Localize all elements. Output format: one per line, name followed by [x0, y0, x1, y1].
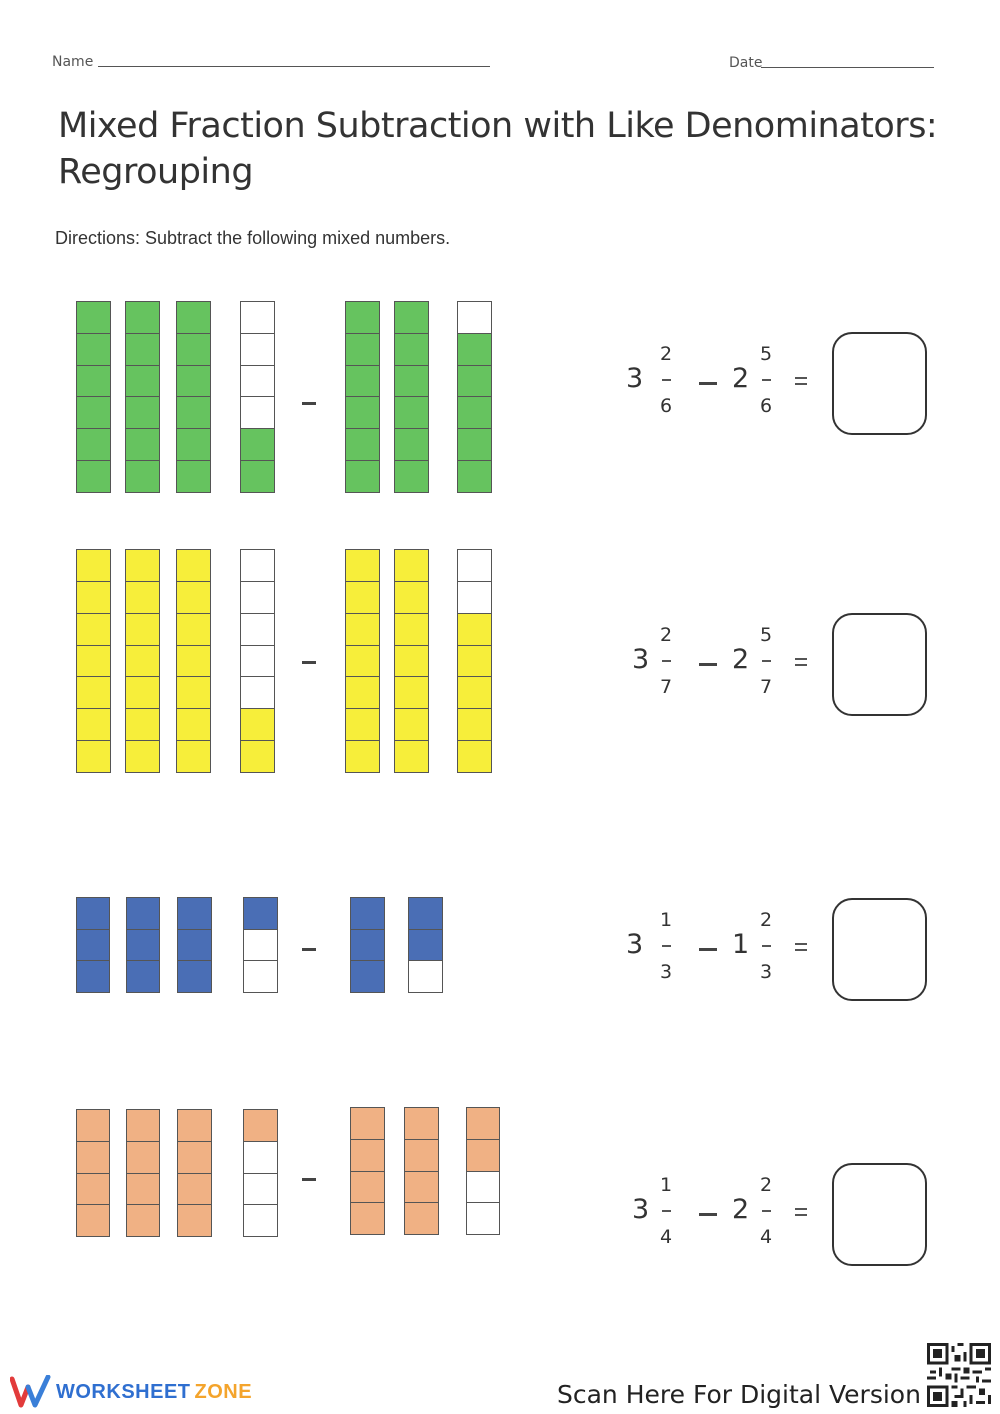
- subtrahend-numerator: 5: [759, 343, 773, 365]
- fraction-cell-shaded: [346, 614, 379, 646]
- fraction-cell: [241, 646, 274, 678]
- minus-operator: [699, 663, 717, 666]
- fraction-cell: [458, 302, 491, 334]
- fraction-cell-shaded: [126, 461, 159, 492]
- minus-operator: [699, 948, 717, 951]
- fraction-cell-shaded: [77, 429, 110, 461]
- fraction-cell: [458, 582, 491, 614]
- subtrahend-numerator: 2: [759, 1174, 773, 1196]
- qr-code-icon[interactable]: [927, 1343, 991, 1407]
- fraction-cell-shaded: [351, 961, 384, 992]
- fraction-cell-shaded: [458, 646, 491, 678]
- fraction-cell-shaded: [346, 677, 379, 709]
- minus-operator: [699, 1213, 717, 1216]
- minuend-whole: 3: [626, 929, 644, 960]
- fraction-cell-shaded: [177, 366, 210, 398]
- fraction-cell-shaded: [178, 1205, 211, 1236]
- fraction-cell-shaded: [178, 961, 211, 992]
- fraction-bar-full: [177, 897, 212, 993]
- fraction-cell-shaded: [178, 1174, 211, 1206]
- equation: [620, 911, 820, 981]
- fraction-cell-shaded: [351, 1203, 384, 1234]
- fraction-bar-full: [76, 1109, 110, 1237]
- minuend-numerator: 1: [659, 1174, 673, 1196]
- fraction-cell: [409, 961, 442, 992]
- fraction-cell-shaded: [77, 302, 110, 334]
- fraction-cell-shaded: [346, 302, 379, 334]
- fraction-cell-shaded: [178, 1110, 211, 1142]
- subtrahend-whole: 2: [732, 644, 750, 675]
- fraction-cell-shaded: [126, 709, 159, 741]
- fraction-cell: [241, 677, 274, 709]
- fraction-bar-full: [125, 301, 160, 493]
- fraction-bar-partial: [457, 301, 492, 493]
- fraction-cell-shaded: [467, 1108, 499, 1140]
- fraction-cell-shaded: [126, 741, 159, 772]
- fraction-cell-shaded: [405, 1203, 438, 1234]
- fraction-cell-shaded: [405, 1140, 438, 1172]
- fraction-cell-shaded: [77, 614, 110, 646]
- fraction-cell-shaded: [395, 461, 428, 492]
- fraction-cell: [241, 614, 274, 646]
- fraction-bar-full: [350, 897, 385, 993]
- fraction-bar-full: [126, 1109, 160, 1237]
- fraction-cell-shaded: [405, 1108, 438, 1140]
- fraction-cell-shaded: [458, 709, 491, 741]
- fraction-cell-shaded: [77, 709, 110, 741]
- fraction-bar-full: [345, 301, 380, 493]
- subtrahend-denominator: 6: [759, 395, 773, 417]
- minus-sign: [302, 948, 316, 951]
- fraction-cell-shaded: [177, 646, 210, 678]
- fraction-cell-shaded: [126, 677, 159, 709]
- directions-text: Directions: Subtract the following mixed numbers.: [55, 228, 451, 248]
- fraction-cell-shaded: [346, 582, 379, 614]
- minuend-whole: 3: [626, 363, 644, 394]
- answer-box[interactable]: [832, 613, 927, 716]
- fraction-cell-shaded: [126, 366, 159, 398]
- fraction-cell-shaded: [351, 1172, 384, 1204]
- fraction-cell-shaded: [127, 961, 159, 992]
- page-title: [58, 103, 958, 195]
- fraction-bar-full: [177, 1109, 212, 1237]
- fraction-cell: [244, 1205, 277, 1236]
- fraction-cell-shaded: [77, 930, 109, 962]
- fraction-cell-shaded: [77, 1142, 109, 1174]
- fraction-cell-shaded: [241, 429, 274, 461]
- fraction-cell-shaded: [126, 614, 159, 646]
- fraction-cell-shaded: [126, 334, 159, 366]
- subtrahend-numerator: 5: [759, 624, 773, 646]
- fraction-cell-shaded: [177, 582, 210, 614]
- fraction-bar-line: [762, 379, 771, 381]
- fraction-cell: [241, 550, 274, 582]
- fraction-bar-full: [394, 549, 429, 773]
- fraction-cell-shaded: [458, 334, 491, 366]
- minus-sign: [302, 661, 316, 664]
- fraction-bar-partial: [457, 549, 492, 773]
- fraction-cell-shaded: [351, 930, 384, 962]
- minuend-denominator: 6: [659, 395, 673, 417]
- fraction-cell-shaded: [458, 461, 491, 492]
- equals-sign: [795, 658, 807, 670]
- fraction-bar-partial: [408, 897, 443, 993]
- fraction-cell-shaded: [177, 614, 210, 646]
- fraction-cell-shaded: [244, 1110, 277, 1142]
- fraction-cell-shaded: [77, 677, 110, 709]
- subtrahend-denominator: 7: [759, 676, 773, 698]
- fraction-bar-full: [125, 549, 160, 773]
- title-line-1: Mixed Fraction Subtraction with Like Denominators:: [58, 106, 938, 146]
- minuend-whole: 3: [632, 1194, 650, 1225]
- fraction-cell-shaded: [177, 397, 210, 429]
- subtrahend-whole: 2: [732, 363, 750, 394]
- fraction-cell-shaded: [77, 582, 110, 614]
- fraction-cell-shaded: [127, 1110, 159, 1142]
- fraction-cell-shaded: [351, 1108, 384, 1140]
- fraction-cell-shaded: [458, 741, 491, 772]
- fraction-cell-shaded: [77, 1174, 109, 1206]
- fraction-bar-full: [76, 301, 111, 493]
- equals-sign: [795, 377, 807, 389]
- fraction-cell-shaded: [395, 677, 428, 709]
- fraction-cell-shaded: [395, 550, 428, 582]
- answer-box[interactable]: [832, 898, 927, 1001]
- fraction-cell-shaded: [346, 334, 379, 366]
- fraction-cell-shaded: [244, 898, 277, 930]
- fraction-cell: [241, 582, 274, 614]
- minus-operator: [699, 382, 717, 385]
- scan-text: Scan Here For Digital Version: [557, 1380, 921, 1409]
- fraction-cell-shaded: [346, 397, 379, 429]
- fraction-cell-shaded: [77, 461, 110, 492]
- fraction-cell-shaded: [409, 898, 442, 930]
- fraction-cell-shaded: [127, 930, 159, 962]
- fraction-bar-line: [762, 945, 771, 947]
- fraction-cell-shaded: [241, 741, 274, 772]
- fraction-bar-full: [76, 897, 110, 993]
- fraction-cell-shaded: [126, 550, 159, 582]
- fraction-cell: [458, 550, 491, 582]
- fraction-cell-shaded: [126, 582, 159, 614]
- fraction-cell-shaded: [395, 646, 428, 678]
- fraction-bar-partial: [243, 1109, 278, 1237]
- subtrahend-denominator: 3: [759, 961, 773, 983]
- fraction-cell-shaded: [177, 741, 210, 772]
- subtrahend-denominator: 4: [759, 1226, 773, 1248]
- fraction-cell-shaded: [241, 709, 274, 741]
- fraction-cell-shaded: [177, 709, 210, 741]
- fraction-cell-shaded: [127, 1205, 159, 1236]
- fraction-bar-full: [126, 897, 160, 993]
- fraction-cell-shaded: [178, 930, 211, 962]
- fraction-cell-shaded: [395, 397, 428, 429]
- fraction-cell-shaded: [346, 429, 379, 461]
- equals-sign: [795, 1208, 807, 1220]
- brand-logo[interactable]: [10, 1375, 252, 1409]
- fraction-cell-shaded: [177, 550, 210, 582]
- fraction-cell-shaded: [405, 1172, 438, 1204]
- fraction-bar-full: [345, 549, 380, 773]
- fraction-cell-shaded: [77, 898, 109, 930]
- fraction-bar-line: [762, 1210, 771, 1212]
- fraction-cell: [241, 302, 274, 334]
- brand-name-part2: ZONE: [194, 1380, 253, 1403]
- name-line[interactable]: [98, 66, 490, 67]
- fraction-cell-shaded: [177, 429, 210, 461]
- fraction-cell-shaded: [467, 1140, 499, 1172]
- fraction-cell-shaded: [77, 1110, 109, 1142]
- fraction-cell-shaded: [126, 646, 159, 678]
- fraction-cell-shaded: [395, 709, 428, 741]
- fraction-cell: [467, 1172, 499, 1204]
- fraction-cell-shaded: [346, 646, 379, 678]
- fraction-cell-shaded: [395, 429, 428, 461]
- minuend-denominator: 7: [659, 676, 673, 698]
- brand-w-icon: [10, 1375, 52, 1409]
- fraction-bar-partial: [243, 897, 278, 993]
- fraction-cell-shaded: [346, 366, 379, 398]
- fraction-cell-shaded: [127, 1142, 159, 1174]
- fraction-bar-full: [76, 549, 111, 773]
- fraction-cell-shaded: [127, 898, 159, 930]
- fraction-cell-shaded: [241, 461, 274, 492]
- subtrahend-whole: 1: [732, 929, 750, 960]
- fraction-cell-shaded: [177, 302, 210, 334]
- subtrahend-numerator: 2: [759, 909, 773, 931]
- fraction-cell-shaded: [458, 614, 491, 646]
- fraction-bar-line: [662, 1210, 671, 1212]
- fraction-cell-shaded: [177, 461, 210, 492]
- fraction-cell-shaded: [127, 1174, 159, 1206]
- fraction-cell-shaded: [77, 397, 110, 429]
- fraction-cell: [244, 1142, 277, 1174]
- fraction-cell-shaded: [395, 614, 428, 646]
- fraction-cell: [467, 1203, 499, 1234]
- fraction-cell-shaded: [178, 898, 211, 930]
- fraction-cell-shaded: [346, 550, 379, 582]
- fraction-cell-shaded: [458, 429, 491, 461]
- subtrahend-whole: 2: [732, 1194, 750, 1225]
- minuend-numerator: 2: [659, 343, 673, 365]
- minuend-numerator: 2: [659, 624, 673, 646]
- fraction-cell-shaded: [77, 961, 109, 992]
- fraction-cell-shaded: [458, 397, 491, 429]
- fraction-cell-shaded: [395, 741, 428, 772]
- fraction-cell-shaded: [177, 677, 210, 709]
- fraction-bar-line: [662, 945, 671, 947]
- fraction-cell-shaded: [395, 582, 428, 614]
- fraction-cell-shaded: [126, 429, 159, 461]
- fraction-cell-shaded: [126, 397, 159, 429]
- fraction-cell-shaded: [178, 1142, 211, 1174]
- fraction-cell-shaded: [77, 646, 110, 678]
- fraction-cell-shaded: [77, 334, 110, 366]
- brand-name-part1: WORKSHEET: [56, 1380, 191, 1403]
- fraction-bar-full: [350, 1107, 385, 1235]
- equation: [620, 626, 820, 696]
- name-label: Name: [52, 54, 94, 70]
- fraction-cell: [241, 366, 274, 398]
- fraction-bar-partial: [240, 301, 275, 493]
- fraction-cell-shaded: [458, 366, 491, 398]
- fraction-cell-shaded: [458, 677, 491, 709]
- fraction-bar-full: [176, 301, 211, 493]
- fraction-bar-full: [404, 1107, 439, 1235]
- fraction-cell-shaded: [77, 1205, 109, 1236]
- date-label: Date: [729, 55, 763, 71]
- fraction-bar-partial: [466, 1107, 500, 1235]
- equals-sign: [795, 943, 807, 955]
- fraction-cell-shaded: [77, 741, 110, 772]
- fraction-cell-shaded: [351, 898, 384, 930]
- fraction-bar-line: [662, 379, 671, 381]
- fraction-cell-shaded: [409, 930, 442, 962]
- fraction-cell-shaded: [395, 302, 428, 334]
- answer-box[interactable]: [832, 332, 927, 435]
- minuend-whole: 3: [632, 644, 650, 675]
- fraction-cell-shaded: [346, 741, 379, 772]
- fraction-cell: [244, 1174, 277, 1206]
- fraction-cell-shaded: [395, 334, 428, 366]
- minuend-denominator: 3: [659, 961, 673, 983]
- minus-sign: [302, 402, 316, 405]
- fraction-cell: [244, 930, 277, 962]
- fraction-cell-shaded: [346, 461, 379, 492]
- fraction-cell-shaded: [126, 302, 159, 334]
- fraction-bar-full: [394, 301, 429, 493]
- fraction-cell: [244, 961, 277, 992]
- fraction-cell-shaded: [351, 1140, 384, 1172]
- fraction-bar-line: [662, 660, 671, 662]
- fraction-bar-partial: [240, 549, 275, 773]
- fraction-cell-shaded: [77, 366, 110, 398]
- fraction-cell-shaded: [77, 550, 110, 582]
- fraction-cell: [241, 397, 274, 429]
- fraction-bar-full: [176, 549, 211, 773]
- fraction-cell-shaded: [177, 334, 210, 366]
- fraction-bar-line: [762, 660, 771, 662]
- minuend-numerator: 1: [659, 909, 673, 931]
- equation: [620, 345, 820, 415]
- equation: [620, 1176, 820, 1246]
- answer-box[interactable]: [832, 1163, 927, 1266]
- fraction-cell-shaded: [395, 366, 428, 398]
- date-line[interactable]: [761, 67, 934, 68]
- minuend-denominator: 4: [659, 1226, 673, 1248]
- minus-sign: [302, 1178, 316, 1181]
- fraction-cell: [241, 334, 274, 366]
- title-line-2: Regrouping: [58, 152, 254, 192]
- fraction-cell-shaded: [346, 709, 379, 741]
